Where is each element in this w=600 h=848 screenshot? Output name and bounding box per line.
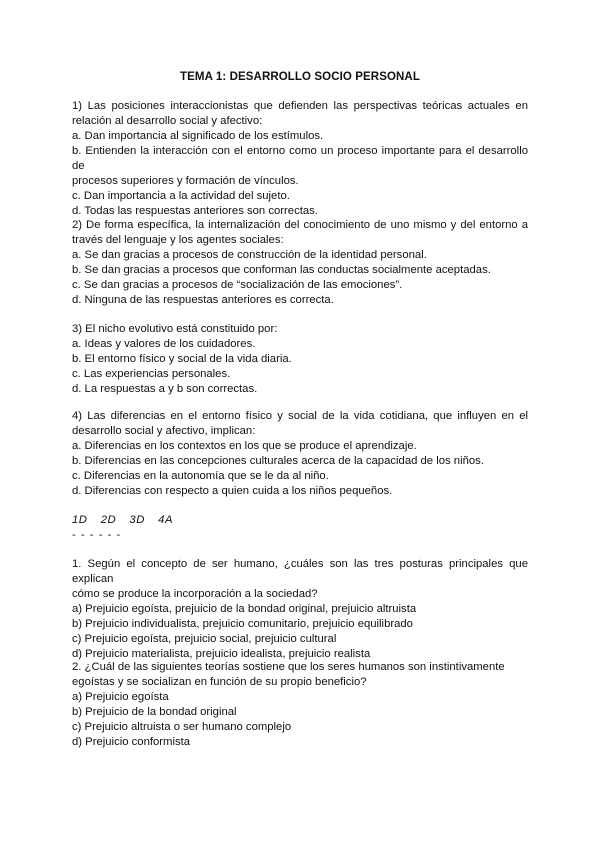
option-d: d. Todas las respuestas anteriores son correctas.: [72, 205, 318, 217]
option-d: d. La respuestas a y b son correctas.: [72, 383, 258, 395]
question-2: [72, 218, 528, 308]
question-4: [72, 409, 528, 499]
question-text-line: egoístas y se socializan en función de su propio beneficio?: [72, 676, 367, 688]
option-c: c. Se dan gracias a procesos de “socialización de las emociones”.: [72, 279, 403, 291]
option-c: c. Las experiencias personales.: [72, 368, 231, 380]
question-text-line: cómo se produce la incorporación a la sociedad?: [72, 588, 318, 600]
question-text-line: través del lenguaje y los agentes sociales:: [72, 234, 284, 246]
option-c: c. Diferencias en la autonomía que se le da al niño.: [72, 470, 329, 482]
question-text-line: 4) Las diferencias en el entorno físico y social de la vida cotidiana, que influyen en el: [72, 410, 528, 422]
option-a: a. Dan importancia al significado de los estímulos.: [72, 130, 324, 142]
part2-question-2: [72, 660, 528, 750]
answer-key: [72, 513, 528, 543]
option-b: b. Se dan gracias a procesos que conforman las conductas socialmente aceptadas.: [72, 264, 491, 276]
option-c: c) Prejuicio altruista o ser humano complejo: [72, 721, 292, 733]
option-d: d) Prejuicio materialista, prejuicio idealista, prejuicio realista: [72, 648, 371, 660]
option-b: b. Diferencias en las concepciones culturales acerca de la capacidad de los niños.: [72, 455, 484, 467]
option-a: a) Prejuicio egoísta, prejuicio de la bondad original, prejuicio altruista: [72, 603, 417, 615]
separator: - - - - - -: [72, 529, 122, 541]
answer-key-text: 1D 2D 3D 4A: [72, 514, 173, 526]
option-a: a. Ideas y valores de los cuidadores.: [72, 338, 256, 350]
question-text-line: 3) El nicho evolutivo está constituido por:: [72, 323, 278, 335]
option-b: b. El entorno físico y social de la vida diaria.: [72, 353, 292, 365]
part2-question-1: [72, 557, 528, 662]
option-b: b) Prejuicio individualista, prejuicio comunitario, prejuicio equilibrado: [72, 618, 413, 630]
question-text-line: desarrollo social y afectivo, implican:: [72, 425, 256, 437]
option-c: c) Prejuicio egoísta, prejuicio social, prejuicio cultural: [72, 633, 337, 645]
option-b: b) Prejuicio de la bondad original: [72, 706, 237, 718]
option-a: a. Se dan gracias a procesos de construcción de la identidad personal.: [72, 249, 427, 261]
question-text-line: relación al desarrollo social y afectivo:: [72, 115, 263, 127]
option-d: d. Ninguna de las respuestas anteriores es correcta.: [72, 294, 334, 306]
option-a: a) Prejuicio egoísta: [72, 691, 169, 703]
option-d: d. Diferencias con respecto a quien cuida a los niños pequeños.: [72, 485, 393, 497]
question-text-line: 2. ¿Cuál de las siguientes teorías sostiene que los seres humanos son instintivamente: [72, 661, 505, 673]
question-text-line: 1. Según el concepto de ser humano, ¿cuáles son las tres posturas principales que explican: [72, 558, 528, 585]
question-1: [72, 99, 528, 219]
option-d: d) Prejuicio conformista: [72, 736, 191, 748]
option-c: c. Dan importancia a la actividad del sujeto.: [72, 190, 290, 202]
page-title: TEMA 1: DESARROLLO SOCIO PERSONAL: [180, 71, 420, 83]
option-b: b. Entienden la interacción con el entorno como un proceso importante para el desarrollo de: [72, 145, 528, 172]
question-text-line: 2) De forma específica, la internalización del conocimiento de uno mismo y del entorno a: [72, 219, 528, 231]
option-a: a. Diferencias en los contextos en los que se produce el aprendizaje.: [72, 440, 417, 452]
question-3: [72, 322, 528, 397]
option-b-continued: procesos superiores y formación de vínculos.: [72, 175, 299, 187]
question-text-line: 1) Las posiciones interaccionistas que defienden las perspectivas teóricas actuales en: [72, 100, 528, 112]
